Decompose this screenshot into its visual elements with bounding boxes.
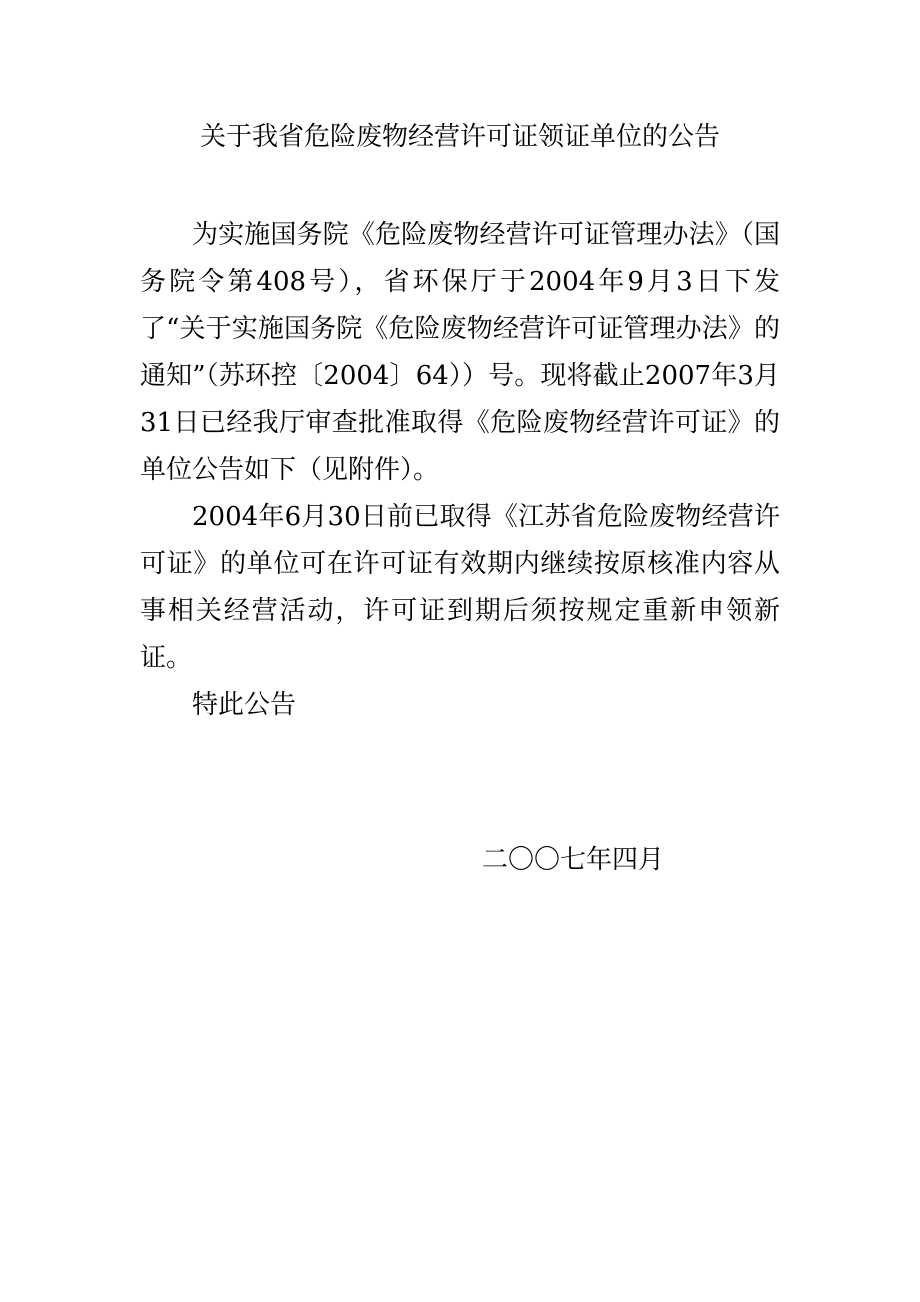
document-body (140, 212, 780, 729)
closing-line: 特此公告 (192, 690, 297, 720)
document-title: 关于我省危险废物经营许可证领证单位的公告 (199, 122, 720, 152)
body-paragraph-2: 2004年6月30日前已取得《江苏省危险废物经营许可证》的单位可在许可证有效期内继续按原核准内容从事相关经营活动，许可证到期后须按规定重新申领新证。 (140, 502, 780, 673)
body-paragraph-1: 为实施国务院《危险废物经营许可证管理办法》（国务院令第408号），省环保厅于2004年9月3日下发了“关于实施国务院《危险废物经营许可证管理办法》的通知”（苏环控〔2004〕64））号。现将截止2007年3月31日已经我厅审查批准取得《危险废物经营许可证》的单位公告如下（见附件）。 (140, 220, 780, 485)
document-date: 二〇〇七年四月 (482, 845, 665, 875)
